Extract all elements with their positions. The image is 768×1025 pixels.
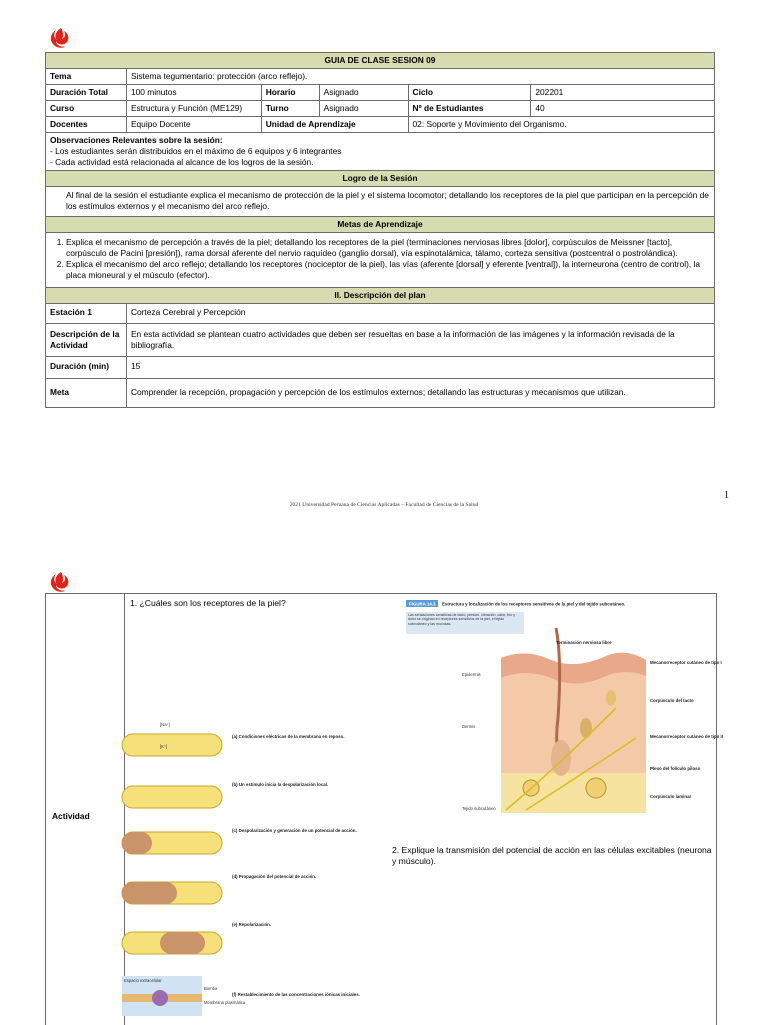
docentes-value: Equipo Docente <box>126 117 261 133</box>
skin-receptors-figure <box>406 598 723 818</box>
horario-value: Asignado <box>319 85 408 101</box>
ap-caption-a: (a) Condiciones eléctricas de la membrana en reposo. <box>232 734 345 739</box>
ruffini-corpuscle <box>580 718 592 738</box>
question-1: 1. ¿Cuáles son los receptores de la piel? <box>130 598 286 608</box>
duracion-min-label: Duración (min) <box>46 357 127 379</box>
ciclo-value: 202201 <box>531 85 715 101</box>
ap-stage-c <box>122 828 357 854</box>
turno-value: Asignado <box>319 101 408 117</box>
unidad-value: 02: Soporte y Movimiento del Organismo. <box>408 117 714 133</box>
ap-caption-b: (b) Un estímulo inicia la despolarización local. <box>232 782 329 787</box>
observaciones-line: - Cada actividad está relacionada al alcance de los logros de la sesión. <box>50 157 314 167</box>
metas-list <box>46 233 715 288</box>
ap-stage-d <box>122 874 316 904</box>
axon-segment <box>122 786 222 808</box>
guia-title: GUIA DE CLASE SESION 09 <box>46 53 715 69</box>
figure-note: Las sensaciones sensitivas de tacto, presión, vibración, calor, frío y dolor se originan en receptores sensitivos de la piel, el tejido subcutáneo y las mucosas. <box>408 613 516 626</box>
axon-segment <box>122 734 222 756</box>
observaciones-block <box>46 133 715 171</box>
label-epidermis: Epidermis <box>462 672 481 677</box>
label-plexo: Plexo del folículo piloso <box>650 766 701 771</box>
figure-label: FIGURA 14.3 <box>409 601 436 607</box>
sodium-potassium-pump <box>152 990 168 1006</box>
actividad-label-cell <box>46 594 125 1025</box>
label-tacto: Corpúsculo del tacto <box>650 698 694 703</box>
page-footer: 2021 Universidad Peruana de Ciencias Aplicadas – Facultad de Ciencias de la Salud <box>289 502 479 508</box>
logro-text: Al final de la sesión el estudiante explica el mecanismo de protección de la piel y el sistema locomotor; detallando los receptores de la piel que participan en la percepción de los estímulos externos y el mecanismo del arco reflejo. <box>46 187 715 217</box>
meta-item: 2. Explica el mecanismo del arco reflejo; detallando los receptores (nociceptor de la piel), las vías (aferente [dorsal] y eferente [ventral]), la interneurona (centro de control), la placa mioneural y el músculo (efector). <box>66 259 710 281</box>
depolarized-region <box>122 882 177 904</box>
action-potential-figure <box>120 714 375 1025</box>
curso-label: Curso <box>46 101 127 117</box>
label-subcutaneo: Tejido subcutáneo <box>462 806 496 811</box>
label-meca2: Mecanorreceptor cutáneo de tipo II <box>650 734 723 739</box>
horario-label: Horario <box>261 85 319 101</box>
ap-stage-b <box>122 782 328 808</box>
tema-label: Tema <box>46 69 127 85</box>
label-tnl: Terminación nerviosa libre <box>556 640 612 645</box>
ap-caption-c: (c) Despolarización y generación de un potencial de acción. <box>232 828 357 833</box>
label-membrana: Membrana plasmática <box>204 1000 246 1005</box>
descripcion-value: En esta actividad se plantean cuatro actividades que deben ser resueltas en base a la información de las imágenes y la información revisada de la bibliografía. <box>126 324 714 357</box>
depolarized-region <box>122 832 152 854</box>
turno-label: Turno <box>261 101 319 117</box>
label-bomba: Bomba <box>204 986 218 991</box>
actividad-label: Actividad <box>52 811 90 821</box>
page-number: 1 <box>724 490 729 501</box>
repolarized-region <box>160 932 205 954</box>
upc-logo <box>45 24 77 54</box>
logro-title: Logro de la Sesión <box>46 171 715 187</box>
label-k: [K⁺] <box>160 744 168 749</box>
guia-table <box>45 52 715 408</box>
figure-caption: Estructura y localización de los receptores sensitivos de la piel y del tejido subcutáneo. <box>442 601 626 607</box>
tema-value: Sistema tegumentario: protección (arco reflejo). <box>126 69 714 85</box>
lamellar-corpuscle <box>586 778 606 798</box>
label-meca1: Mecanorreceptor cutáneo de tipo I <box>650 660 722 665</box>
ciclo-label: Ciclo <box>408 85 531 101</box>
duracion-label: Duración Total <box>46 85 127 101</box>
label-dermis: Dermis <box>462 724 476 729</box>
descripcion-label: Descripción de la Actividad <box>46 324 127 357</box>
question-2: 2. Explique la transmisión del potencial de acción en las células excitables (neurona y músculo). <box>392 845 712 866</box>
label-espacio: Espacio extracelular <box>124 978 162 983</box>
ap-stage-a <box>122 722 345 756</box>
metas-title: Metas de Aprendizaje <box>46 217 715 233</box>
estacion-value: Corteza Cerebral y Percepción <box>126 304 714 324</box>
ap-caption-e: (e) Repolarización. <box>232 922 272 927</box>
hair-follicle <box>551 740 571 776</box>
observaciones-line: - Los estudiantes serán distribuidos en el máximo de 6 equipos y 6 integrantes <box>50 146 342 156</box>
duracion-min-value: 15 <box>126 357 714 379</box>
unidad-label: Unidad de Aprendizaje <box>261 117 408 133</box>
nest-label: Nº de Estudiantes <box>408 101 531 117</box>
ap-caption-f: (f) Restablecimiento de las concentraciones iónicas iniciales. <box>232 992 360 997</box>
duracion-value: 100 minutos <box>126 85 261 101</box>
ap-stage-e <box>122 922 271 954</box>
curso-value: Estructura y Función (ME129) <box>126 101 261 117</box>
observaciones-title: Observaciones Relevantes sobre la sesión: <box>50 135 223 145</box>
estacion-label: Estación 1 <box>46 304 127 324</box>
meta-value: Comprender la recepción, propagación y percepción de los estímulos externos; detallando las estructuras y mecanismos que utilizan. <box>126 379 714 408</box>
ap-caption-d: (d) Propagación del potencial de acción. <box>232 874 317 879</box>
docentes-label: Docentes <box>46 117 127 133</box>
label-laminar: Corpúsculo laminar <box>650 794 692 799</box>
ap-stage-f <box>122 976 360 1016</box>
tactile-corpuscle <box>606 690 616 706</box>
nest-value: 40 <box>531 101 715 117</box>
plan-title: II. Descripción del plan <box>46 288 715 304</box>
label-na: [Na⁺] <box>160 722 170 727</box>
actividad-table <box>45 593 723 1025</box>
meta-item: 1. Explica el mecanismo de percepción a través de la piel; detallando los receptores de la piel (terminaciones nerviosas libres [dolor], corpúsculos de Meissner [tacto], corpúsculo de Pacini [presión]), rama dorsal aferente del nervio raquídeo (ganglio dorsal), vía espinotalámica, tálamo, corteza sensitiva (postcentral o postrolándica). <box>66 237 710 259</box>
meta-label: Meta <box>46 379 127 408</box>
